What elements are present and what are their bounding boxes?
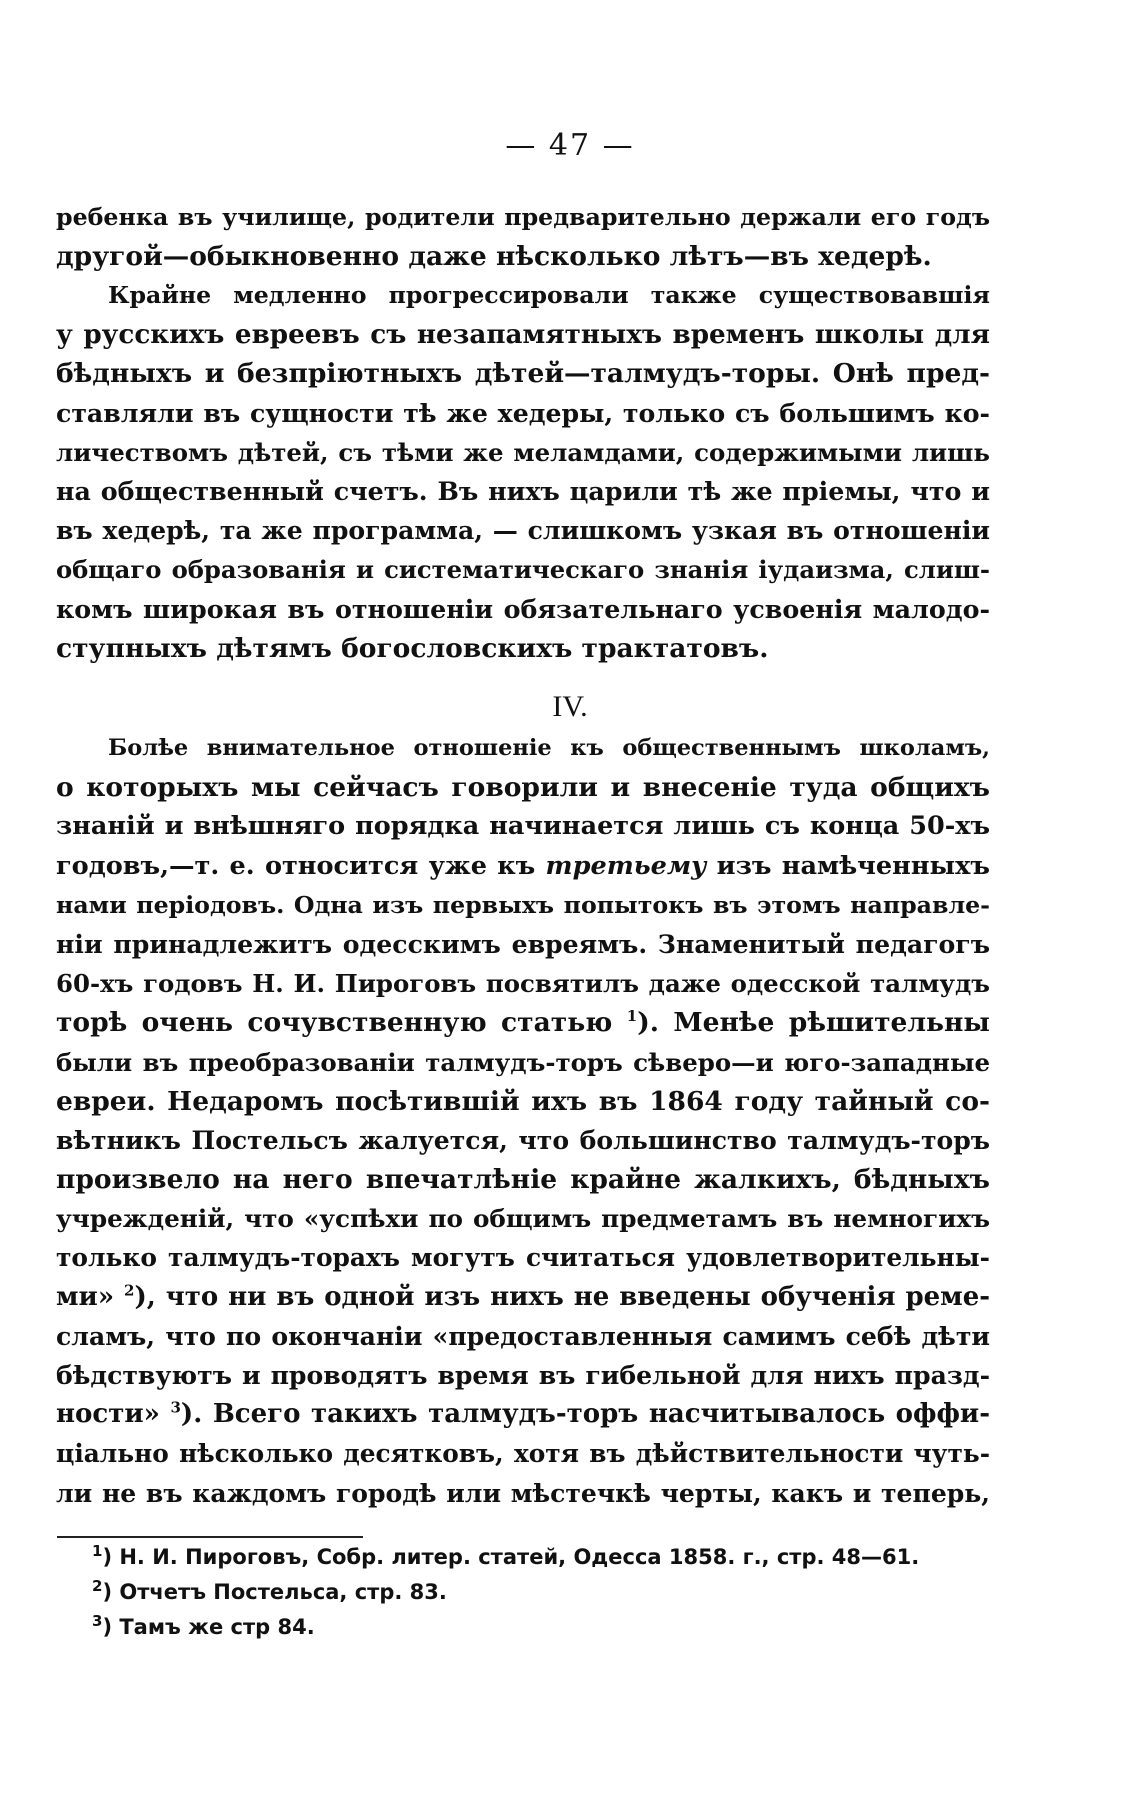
text-line: ставляли въ сущности тѣ же хедеры, только съ большимъ ко- xyxy=(56,397,990,428)
text-line: у русскихъ евреевъ съ незапамятныхъ временъ школы для xyxy=(56,319,990,351)
text-line: въ хедерѣ, та же программа, — слишкомъ узкая въ отношеніи xyxy=(56,515,990,546)
footnote-mark: 3 xyxy=(92,1612,103,1630)
text-line: личествомъ дѣтей, съ тѣми же меламдами, содержимыми лишь xyxy=(56,437,990,467)
text-line: общаго образованія и систематическаго знанія іудаизма, слиш- xyxy=(56,555,990,585)
text-line: были въ преобразованіи талмудъ-торъ сѣверо—и юго-западные xyxy=(56,1047,990,1077)
text-line: бѣдныхъ и безпріютныхъ дѣтей—талмудъ-торы. Онѣ пред- xyxy=(56,358,990,390)
text-line: сламъ, что по окончаніи «предоставленныя самимъ себѣ дѣти xyxy=(56,1320,990,1351)
text-segment: ). Всего такихъ талмудъ-торъ насчитывалось оффи- xyxy=(180,1399,990,1430)
text-line: о которыхъ мы сейчасъ говорили и внесеніе туда общихъ xyxy=(56,772,990,804)
text-line xyxy=(56,1003,990,1042)
footnote-text: ) Отчетъ Постельса, стр. 83. xyxy=(102,1580,447,1604)
footnote-1 xyxy=(92,1540,992,1575)
text-line: евреи. Недаромъ посѣтившій ихъ въ 1864 году тайный со- xyxy=(56,1085,990,1117)
text-line: вѣтникъ Постельсъ жалуется, что большинство талмудъ-торъ xyxy=(56,1124,990,1155)
text-line xyxy=(56,1395,990,1434)
footnotes xyxy=(92,1540,992,1645)
footnote-text: ) Н. И. Пироговъ, Собр. литер. статей, Одесса 1858. г., стр. 48—61. xyxy=(102,1545,920,1569)
text-line: бѣдствуютъ и проводятъ время въ гибельной для нихъ празд- xyxy=(56,1360,990,1390)
footnote-ref: 2 xyxy=(124,1280,135,1299)
text-segment: ), что ни въ одной изъ нихъ не введены обученія реме- xyxy=(134,1281,990,1312)
text-segment: ). Менѣе рѣшительны xyxy=(637,1007,990,1039)
footnote-divider xyxy=(57,1536,363,1538)
text-line: на общественный счетъ. Въ нихъ царили тѣ же пріемы, что и xyxy=(56,475,990,506)
paragraph-continuation xyxy=(56,198,990,276)
text-segment: торѣ очень сочувственную статью xyxy=(56,1007,613,1039)
text-line: ніи принадлежитъ одесскимъ евреямъ. Знаменитый педагогъ xyxy=(56,928,990,959)
text-line: нами періодовъ. Одна изъ первыхъ попытокъ въ этомъ направле- xyxy=(56,890,990,919)
text-line: произвело на него впечатлѣніе крайне жалкихъ, бѣдныхъ xyxy=(56,1164,990,1196)
text-segment: ми» xyxy=(56,1281,115,1312)
text-line: Крайне медленно прогрессировали также существовавшія xyxy=(108,281,990,309)
footnote-2 xyxy=(92,1575,992,1610)
text-line: только талмудъ-торахъ могутъ считаться удовлетворительны- xyxy=(56,1243,990,1273)
italic-emphasis: третьему xyxy=(545,850,707,881)
footnote-mark: 2 xyxy=(92,1577,103,1595)
text-line: комъ широкая въ отношеніи обязательнаго усвоенія малодо- xyxy=(56,593,990,624)
text-line: другой—обыкновенно даже нѣсколько лѣтъ—въ хедерѣ. xyxy=(56,241,932,273)
paragraph-talmud-tora xyxy=(56,276,990,668)
text-line: знаній и внѣшняго порядка начинается лишь съ конца 50-хъ xyxy=(56,811,990,842)
text-segment: изъ намѣченныхъ xyxy=(716,850,990,881)
text-line: 60-хъ годовъ Н. И. Пироговъ посвятилъ даже одесской талмудъ xyxy=(56,969,990,999)
footnote-3 xyxy=(92,1610,992,1645)
paragraph-section-iv xyxy=(56,729,990,1513)
footnote-mark: 1 xyxy=(92,1542,103,1560)
footnote-text: ) Тамъ же стр 84. xyxy=(102,1615,315,1639)
text-line: ребенка въ училище, родители предварительно держали его годъ xyxy=(56,203,990,231)
page-number: — 47 — xyxy=(505,128,635,163)
text-line: ли не въ каждомъ городѣ или мѣстечкѣ черты, какъ и теперь, xyxy=(56,1477,990,1508)
text-line: ступныхъ дѣтямъ богословскихъ трактатовъ. xyxy=(56,632,769,664)
section-heading: IV. xyxy=(552,690,588,723)
footnote-ref: 3 xyxy=(170,1398,181,1417)
footnote-ref: 1 xyxy=(626,1007,638,1026)
text-segment: годовъ,—т. е. относится уже къ xyxy=(56,850,536,881)
text-segment: ности» xyxy=(56,1399,160,1430)
text-line: учрежденій, что «успѣхи по общимъ предметамъ въ немногихъ xyxy=(56,1204,990,1234)
text-line: Болѣе внимательное отношеніе къ общественнымъ школамъ, xyxy=(108,735,990,761)
text-line: ціально нѣсколько десятковъ, хотя въ дѣйствительности чуть- xyxy=(56,1439,990,1469)
text-line xyxy=(56,847,990,886)
text-line xyxy=(56,1278,990,1317)
